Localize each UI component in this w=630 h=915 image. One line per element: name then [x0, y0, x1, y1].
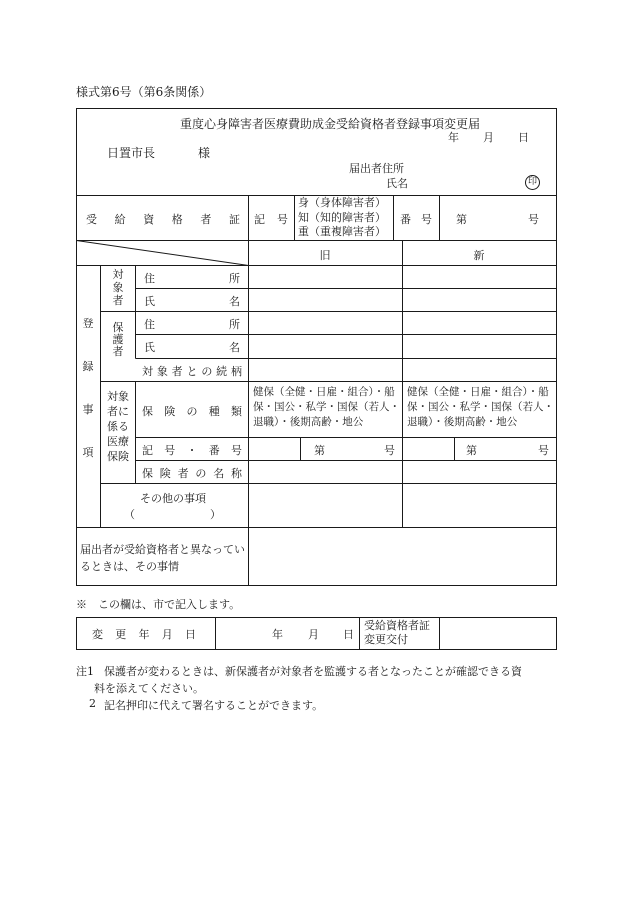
- number-label-char: 号: [421, 213, 432, 226]
- registration-char: 登: [82, 317, 94, 330]
- insurer-name-char: 保: [142, 467, 153, 480]
- change-date-char: 更: [115, 628, 127, 641]
- guardian-group-char: 保: [112, 321, 124, 334]
- change-date-char: 日: [185, 628, 196, 641]
- category-multiple: 重（重複障害者）: [298, 225, 386, 238]
- cert-categories: [298, 196, 386, 240]
- note1-prefix: 注1: [76, 665, 94, 678]
- change-date-char: 月: [161, 628, 173, 641]
- other-paren-close: ）: [210, 508, 221, 521]
- guardian-group-char: 護: [112, 333, 124, 346]
- cert-no-prefix: 第: [456, 213, 467, 226]
- address-text: [144, 270, 240, 286]
- symbol-number-label: [142, 442, 242, 458]
- cert-label-char: 者: [200, 213, 212, 226]
- applicant-name-label: 氏名: [386, 177, 408, 190]
- issue-label: 受給資格者証変更交付: [364, 619, 430, 646]
- insurance-group-label: 対象者に係る医療保険: [107, 390, 129, 463]
- address-char: 所: [229, 318, 240, 331]
- date-day-label: 日: [518, 131, 529, 144]
- number-label-text: [400, 211, 432, 227]
- old-no-prefix: 第: [314, 444, 325, 457]
- subject-group-char: 対: [112, 268, 124, 281]
- name-text: [144, 293, 240, 309]
- cert-label-char: 格: [171, 213, 183, 226]
- guardian-group-label: [110, 322, 126, 358]
- relationship-char: と: [186, 365, 198, 378]
- subject-group-char: 者: [112, 294, 124, 307]
- office-note: ※ この欄は、市で記入します。: [76, 598, 241, 611]
- insurance-type-char: 保: [142, 405, 153, 418]
- category-intellectual: 知（知的障害者）: [298, 210, 386, 224]
- insurance-options-old: 健保（全健・日雇・組合）・船保・国公・私学・国保（若人・退職）・後期高齢・地公: [253, 386, 400, 428]
- date-year-label: 年: [448, 131, 459, 144]
- change-day-label: 日: [343, 628, 354, 641]
- column-new: 新: [473, 249, 485, 262]
- name-text: [144, 339, 240, 355]
- insurer-name-char: 称: [230, 467, 242, 480]
- symbol-label-char: 記: [254, 213, 265, 226]
- guardian-group-char: 者: [112, 345, 124, 358]
- address-text: [144, 316, 240, 332]
- number-label: [400, 211, 432, 227]
- insurance-type-char: 種: [208, 405, 220, 418]
- category-physical: 身（身体障害者）: [298, 196, 386, 209]
- cert-label-char: 受: [86, 213, 97, 226]
- other-paren-open: （: [124, 508, 135, 521]
- reason-label: 届出者が受給資格者と異なっているときは、その事情: [80, 543, 245, 573]
- relationship-char: 象: [156, 365, 168, 378]
- insurer-name-char: の: [195, 467, 207, 480]
- change-date-char: 変: [92, 628, 103, 641]
- form-number: 様式第6号（第6条関係）: [76, 85, 212, 99]
- insurance-type-label: [142, 403, 242, 419]
- cert-label-char: 証: [228, 213, 240, 226]
- cert-no-suffix: 号: [528, 213, 539, 226]
- name-char: 名: [229, 341, 240, 354]
- relationship-char: 続: [216, 365, 228, 378]
- cert-label-char: 給: [114, 213, 126, 226]
- addressee-honorific: 様: [198, 146, 211, 160]
- symbol-number-char: 記: [142, 444, 153, 457]
- change-date-label: [92, 626, 196, 642]
- number-label-char: 番: [400, 213, 411, 226]
- insurer-name-char: 名: [213, 467, 225, 480]
- insurance-type-char: 類: [231, 405, 242, 418]
- name-char: 氏: [144, 295, 155, 308]
- form-title: 重度心身障害者医療費助成金受給資格者登録事項変更届: [180, 117, 481, 131]
- addressee: 日置市長: [107, 146, 156, 160]
- relationship-char: 対: [142, 365, 153, 378]
- symbol-number-char: 号: [164, 444, 176, 457]
- change-year-label: 年: [272, 628, 283, 641]
- registration-char: 録: [82, 360, 94, 373]
- date-month-label: 月: [483, 131, 494, 144]
- address-char: 所: [229, 272, 240, 285]
- old-no-suffix: 号: [384, 444, 395, 457]
- new-no-suffix: 号: [538, 444, 549, 457]
- symbol-number-char: ・: [186, 444, 198, 457]
- note1-continued: 料を添えてください。: [94, 682, 204, 695]
- guardian-address-label: [144, 316, 240, 332]
- note1-text: 保護者が変わるときは、新保護者が対象者を監護する者となったことが確認できる資: [104, 665, 522, 678]
- new-no-prefix: 第: [466, 444, 477, 457]
- insurer-name-char: 険: [159, 467, 171, 480]
- note2-prefix: 2: [89, 697, 96, 710]
- subject-address-label: [144, 270, 240, 286]
- name-char: 名: [229, 295, 240, 308]
- symbol-label-text: [254, 211, 288, 227]
- relationship-label: [142, 363, 242, 379]
- relationship-char: 者: [171, 365, 183, 378]
- change-date-char: 年: [138, 628, 150, 641]
- symbol-label: [254, 211, 288, 227]
- cert-label-text: [86, 211, 240, 227]
- registration-char: 項: [82, 446, 94, 459]
- cert-label-char: 資: [143, 213, 155, 226]
- symbol-label-char: 号: [277, 213, 288, 226]
- insurance-options-new: 健保（全健・日雇・組合）・船保・国公・私学・国保（若人・退職）・後期高齢・地公: [407, 386, 554, 428]
- column-old: 旧: [319, 249, 331, 262]
- address-char: 住: [144, 272, 155, 285]
- registration-char: 事: [82, 403, 94, 416]
- cert-label: [86, 211, 240, 227]
- name-char: 氏: [144, 341, 155, 354]
- other-label: その他の事項: [140, 492, 206, 505]
- seal-mark: 印: [525, 175, 540, 190]
- symbol-number-char: 番: [208, 444, 220, 457]
- address-char: 住: [144, 318, 155, 331]
- registration-label: [80, 317, 96, 459]
- insurer-name-label: [142, 465, 242, 481]
- insurer-name-char: 者: [177, 467, 189, 480]
- subject-group-char: 象: [112, 281, 124, 294]
- applicant-address-label: 届出者住所: [349, 162, 404, 175]
- subject-group-label: [110, 268, 126, 307]
- subject-name-label: [144, 293, 240, 309]
- guardian-name-label: [144, 339, 240, 355]
- insurance-type-char: 険: [164, 405, 176, 418]
- change-month-label: 月: [308, 628, 319, 641]
- note2-text: 記名押印に代えて署名することができます。: [104, 699, 324, 712]
- symbol-number-char: 号: [231, 444, 242, 457]
- relationship-char: の: [201, 365, 213, 378]
- relationship-char: 柄: [230, 365, 242, 378]
- insurance-type-char: の: [186, 405, 198, 418]
